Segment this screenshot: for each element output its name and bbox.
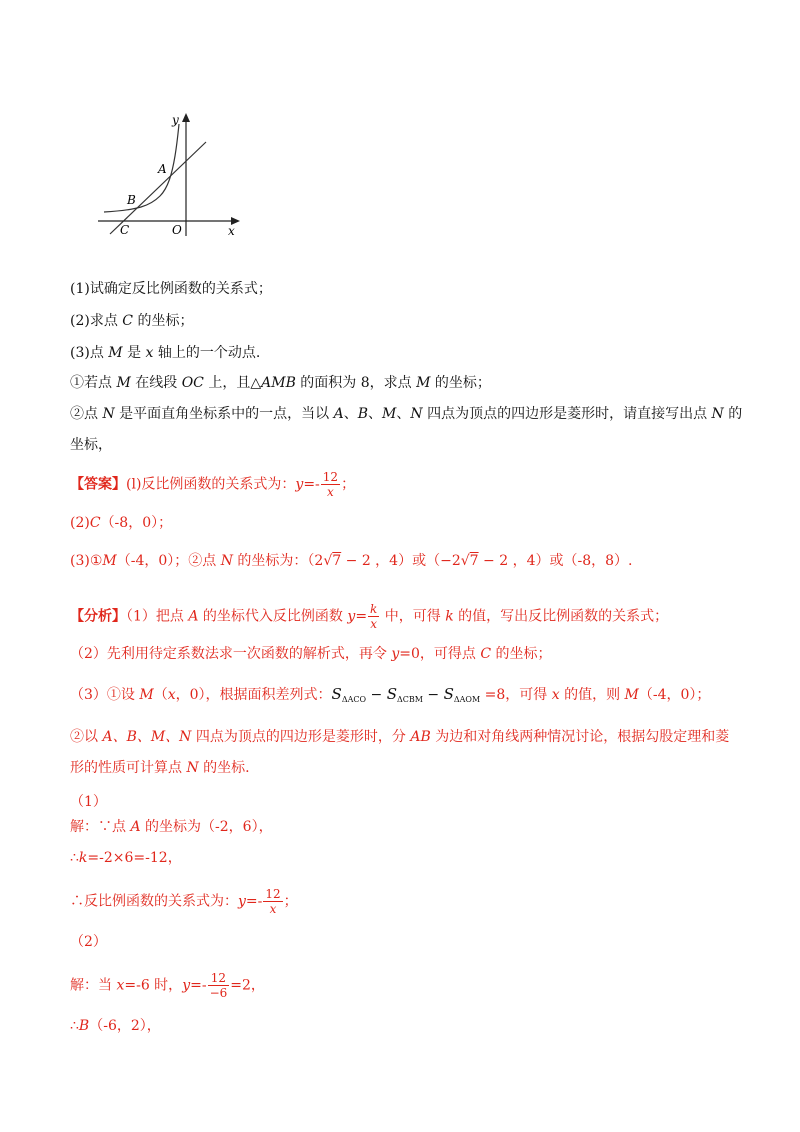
area-formula: $S_{\Delta ACO} - S_{\Delta CBM} - S_{\Delta AOM}$	[331, 685, 481, 704]
question-3: (3)点 M 是 x 轴上的一个动点.	[70, 345, 261, 361]
label-y: y	[172, 113, 179, 127]
answer-line-1: 【答案】(l)反比例函数的关系式为：y=- $\frac{12}{x}$ ；	[70, 470, 356, 499]
fraction: $\frac{k}{x}$	[370, 602, 378, 631]
label-o: O	[172, 223, 182, 237]
fraction: $\frac{12}{x}$	[265, 887, 281, 916]
label-b: B	[127, 193, 136, 207]
sqrt-icon: √	[323, 553, 333, 569]
label-a: A	[158, 162, 167, 176]
answer-line-3: (3)①M（-4，0）；②点 N 的坐标为：（2√7 − 2 ，4）或（−2√7 − 2 ，4）或（-8，8）.	[70, 553, 633, 569]
analysis-line-3: （3）①设 M（x，0），根据面积差列式：$S_{\Delta ACO} - S_{\Delta CBM} - S_{\Delta AOM} =8$，可得 x 的值，则 M（-4，0）；	[70, 685, 711, 704]
solution-line-1: 解：∵点 A 的坐标为（-2，6），	[70, 819, 273, 835]
analysis-line-4: ②以 A、B、M、N 四点为顶点的四边形是菱形时，分 AB 为边和对角线两种情况讨论，根据勾股定理和菱	[70, 729, 730, 745]
analysis-tag: 【分析】	[70, 608, 126, 625]
function-graph-figure	[98, 108, 248, 238]
solution-line-4: 解：当 x=-6 时，y=- $\frac{12}{-6}$ =2，	[70, 971, 265, 1000]
solution-part-1-header: （1）	[70, 794, 107, 810]
question-1: (1)试确定反比例函数的关系式；	[70, 281, 272, 297]
analysis-line-2: （2）先利用待定系数法求一次函数的解析式，再令 y=0，可得点 C 的坐标；	[70, 646, 552, 662]
fraction: $\frac{12}{x}$	[322, 470, 339, 499]
solution-line-5: ∴B（-6，2），	[70, 1018, 161, 1034]
label-c: C	[120, 223, 130, 237]
sqrt-icon: √	[460, 553, 470, 569]
fraction: $\frac{12}{-6}$	[209, 971, 228, 1000]
question-3-part-2-cont: 坐标，	[70, 437, 112, 453]
answer-tag: 【答案】	[70, 476, 126, 493]
question-3-part-1: ①若点 M 在线段 OC 上，且△AMB 的面积为 8，求点 M 的坐标；	[70, 375, 491, 391]
analysis-line-1: 【分析】（1）把点 A 的坐标代入反比例函数 y= $\frac{k}{x}$ 中，可得 k 的值，写出反比例函数的关系式；	[70, 602, 669, 631]
answer-line-2: (2)C（-8，0）；	[70, 515, 173, 531]
analysis-line-5: 形的性质可计算点 N 的坐标.	[70, 760, 250, 776]
y-axis-arrow-icon	[182, 113, 190, 122]
linear-function-line	[110, 142, 206, 234]
question-2: (2)求点 C 的坐标；	[70, 313, 194, 329]
solution-part-2-header: （2）	[70, 934, 107, 950]
hyperbola-curve	[104, 124, 179, 212]
question-3-part-2: ②点 N 是平面直角坐标系中的一点，当以 A、B、M、N 四点为顶点的四边形是菱形时，请直接写出点 N 的	[70, 406, 743, 422]
solution-line-2: ∴k=-2×6=-12，	[70, 850, 182, 866]
solution-line-3: ∴反比例函数的关系式为：y=- $\frac{12}{x}$ ；	[70, 887, 298, 916]
label-x: x	[228, 224, 235, 238]
